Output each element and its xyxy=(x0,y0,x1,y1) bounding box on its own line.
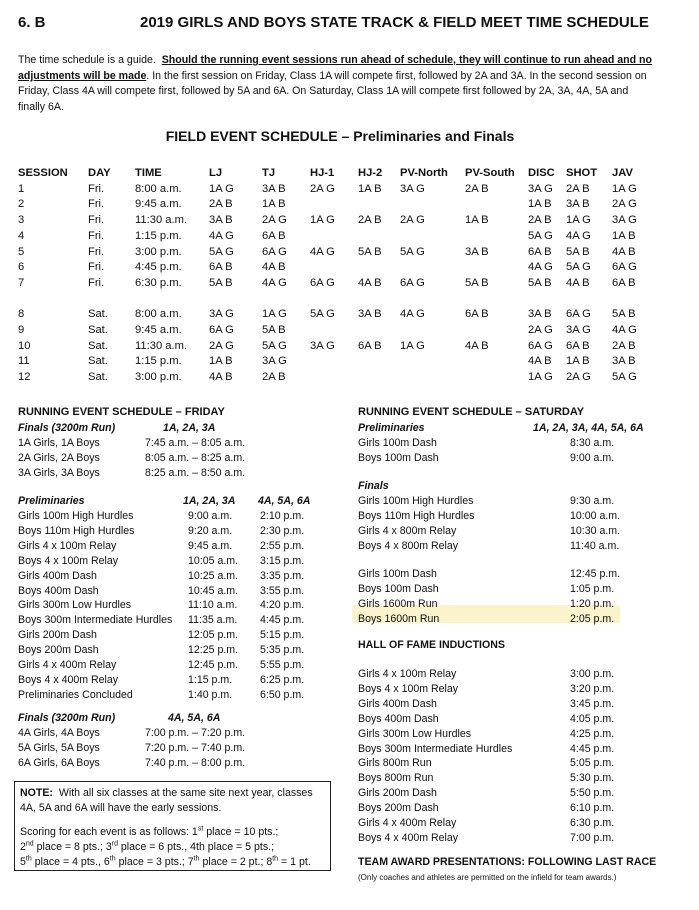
friday-finals2-event: 4A Girls, 4A Boys xyxy=(18,727,100,739)
field-cell: 6A G xyxy=(612,261,637,274)
friday-prelim-time: 2:10 p.m. xyxy=(260,510,305,522)
field-cell: 6A B xyxy=(358,339,382,352)
field-table-row xyxy=(0,307,680,323)
field-cell: Fri. xyxy=(88,245,105,258)
field-cell: 3A B xyxy=(209,214,233,227)
saturday-final-time: 7:00 p.m. xyxy=(570,831,615,844)
field-cell: 1A G xyxy=(262,308,287,321)
page-title: 2019 GIRLS AND BOYS STATE TRACK & FIELD MEET TIME SCHEDULE xyxy=(140,14,649,31)
field-cell: 8:00 a.m. xyxy=(135,308,182,321)
friday-prelim-time: 12:25 p.m. xyxy=(188,644,239,657)
field-cell: 1A G xyxy=(400,339,425,352)
friday-prelim-event: Boys 300m Intermediate Hurdles xyxy=(18,614,173,627)
field-cell: Sat. xyxy=(88,308,108,321)
field-cell: 9:45 a.m. xyxy=(135,324,182,336)
field-cell: 5A B xyxy=(358,245,382,258)
saturday-final-event: Girls 1600m Run xyxy=(358,597,438,610)
field-cell: Fri. xyxy=(88,182,105,195)
saturday-final-event: Girls 4 x 800m Relay xyxy=(358,524,457,537)
field-cell: 6A B xyxy=(528,245,552,258)
field-cell: 3 xyxy=(18,214,25,227)
saturday-final-event: Girls 4 x 100m Relay xyxy=(358,668,457,680)
field-cell: 5A B xyxy=(262,324,286,336)
field-cell: 5A G xyxy=(310,308,335,321)
friday-finals1-time: 8:05 a.m. – 8:25 a.m. xyxy=(145,451,246,464)
field-cell: 4A B xyxy=(358,276,382,289)
friday-finals1-event: 3A Girls, 3A Boys xyxy=(18,466,100,479)
saturday-final-time: 12:45 p.m. xyxy=(570,568,621,580)
field-cell: 3A B xyxy=(465,245,489,258)
saturday-final-time: 5:50 p.m. xyxy=(570,787,615,800)
friday-prelim-time: 6:25 p.m. xyxy=(260,673,305,686)
friday-finals1-event: 1A Girls, 1A Boys xyxy=(18,437,100,449)
friday-prelim-time: 11:35 a.m. xyxy=(188,614,238,627)
friday-prelim-time: 6:50 p.m. xyxy=(260,688,305,701)
saturday-prelim-event: Boys 100m Dash xyxy=(358,451,439,464)
friday-prelim-time: 10:05 a.m. xyxy=(188,554,239,567)
saturday-title: RUNNING EVENT SCHEDULE – SATURDAY xyxy=(358,406,585,418)
field-cell: 2A G xyxy=(612,198,637,211)
field-cell: 5A B xyxy=(566,245,590,258)
friday-finals1-time: 8:25 a.m. – 8:50 a.m. xyxy=(145,466,246,479)
field-cell: 5A B xyxy=(209,276,233,289)
saturday-final-time: 4:45 p.m. xyxy=(570,742,615,755)
saturday-final-time: 4:05 p.m. xyxy=(570,712,615,725)
friday-finals1-classes: 1A, 2A, 3A xyxy=(163,422,216,434)
saturday-prelim-event: Girls 100m Dash xyxy=(358,437,437,449)
field-header-cell: JAV xyxy=(612,167,633,179)
field-cell: 5A B xyxy=(528,276,552,289)
field-cell: 2A G xyxy=(310,182,335,195)
friday-prelim-time: 12:45 p.m. xyxy=(188,659,239,671)
field-cell: 5A B xyxy=(465,276,489,289)
note-label: NOTE: xyxy=(20,787,53,799)
field-table-row xyxy=(0,229,680,245)
friday-prelim-time: 5:55 p.m. xyxy=(260,659,305,671)
field-cell: 1A B xyxy=(528,198,552,211)
saturday-final-time: 10:00 a.m. xyxy=(570,509,621,522)
field-cell: 7 xyxy=(18,276,25,289)
friday-prelims-col1: 1A, 2A, 3A xyxy=(183,495,236,507)
field-cell: 4A B xyxy=(612,245,636,258)
friday-prelim-event: Preliminaries Concluded xyxy=(18,688,133,701)
saturday-final-time: 6:10 p.m. xyxy=(570,802,615,815)
field-cell: 2 xyxy=(18,198,25,211)
friday-prelim-time: 9:20 a.m. xyxy=(188,524,233,537)
friday-prelim-time: 5:15 p.m. xyxy=(260,629,305,642)
saturday-final-time: 1:05 p.m. xyxy=(570,582,615,595)
saturday-final-time: 3:45 p.m. xyxy=(570,697,615,710)
saturday-prelims-label: Preliminaries xyxy=(358,422,425,434)
field-table-row xyxy=(0,213,680,229)
saturday-final-time: 5:05 p.m. xyxy=(570,757,615,770)
scoring-line-1: Scoring for each event is as follows: 1st place = 10 pts.; xyxy=(20,825,279,838)
saturday-final-event: Boys 300m Intermediate Hurdles xyxy=(358,742,513,755)
field-cell: 3A B xyxy=(612,355,636,368)
field-cell: 4A G xyxy=(612,324,637,336)
field-table-row xyxy=(0,260,680,276)
field-table-row xyxy=(0,197,680,213)
friday-prelim-event: Boys 4 x 400m Relay xyxy=(18,673,119,686)
saturday-final-event: Boys 400m Dash xyxy=(358,712,439,725)
field-cell: 3A B xyxy=(566,198,590,211)
friday-prelim-time: 10:45 a.m. xyxy=(188,584,239,597)
field-cell: 4A B xyxy=(209,371,233,384)
field-header-cell: DAY xyxy=(88,167,111,179)
field-cell: 4A G xyxy=(566,229,591,242)
field-cell: 5A G xyxy=(612,371,637,384)
field-cell: 2A B xyxy=(612,339,636,352)
field-cell: 6A G xyxy=(209,324,234,336)
field-cell: 8 xyxy=(18,308,25,321)
friday-prelim-time: 5:35 p.m. xyxy=(260,644,305,657)
field-cell: 2A G xyxy=(566,371,591,384)
field-cell: 6A G xyxy=(566,308,591,321)
friday-prelim-time: 9:45 a.m. xyxy=(188,539,233,552)
field-cell: 4A B xyxy=(566,276,590,289)
field-cell: 6A B xyxy=(209,261,233,274)
friday-prelim-time: 2:55 p.m. xyxy=(260,539,305,552)
field-cell: 6 xyxy=(18,261,25,274)
field-cell: 6A G xyxy=(400,276,425,289)
field-cell: 1A B xyxy=(262,198,286,211)
field-cell: 1A G xyxy=(566,214,591,227)
field-cell: 3A B xyxy=(262,182,286,195)
scoring-line-2: 2nd place = 8 pts.; 3rd place = 6 pts., 4th place = 5 pts.; xyxy=(20,840,275,853)
field-header-cell: HJ-1 xyxy=(310,167,335,179)
friday-prelim-event: Boys 400m Dash xyxy=(18,584,99,597)
friday-prelim-time: 12:05 p.m. xyxy=(188,629,239,642)
field-cell: 9 xyxy=(18,324,25,336)
friday-prelim-time: 3:55 p.m. xyxy=(260,584,305,597)
friday-prelim-time: 4:20 p.m. xyxy=(260,599,305,612)
team-award-heading: TEAM AWARD PRESENTATIONS: FOLLOWING LAST RACE xyxy=(358,856,657,868)
field-cell: Sat. xyxy=(88,339,108,352)
intro-text-1: The time schedule is a guide. xyxy=(18,54,156,66)
field-cell: 3A G xyxy=(310,339,335,352)
field-cell: 6A G xyxy=(310,276,335,289)
field-header-cell: SESSION xyxy=(18,167,68,179)
field-cell: 3A G xyxy=(612,214,637,227)
field-cell: 8:00 a.m. xyxy=(135,182,182,195)
page-number: 6. B xyxy=(18,14,46,31)
saturday-final-time: 9:30 a.m. xyxy=(570,495,615,507)
friday-finals2-event: 6A Girls, 6A Boys xyxy=(18,756,100,769)
field-cell: 5A G xyxy=(209,245,234,258)
field-cell: Sat. xyxy=(88,355,108,368)
saturday-finals-label: Finals xyxy=(358,480,389,492)
field-cell: 6A G xyxy=(528,339,553,352)
field-cell: 1A B xyxy=(612,229,636,242)
friday-finals2-time: 7:00 p.m. – 7:20 p.m. xyxy=(145,727,246,739)
friday-prelim-event: Boys 200m Dash xyxy=(18,644,99,657)
field-cell: 4A B xyxy=(528,355,552,368)
saturday-final-event: Girls 4 x 400m Relay xyxy=(358,817,457,829)
saturday-final-event: Boys 4 x 400m Relay xyxy=(358,831,459,844)
field-cell: 4A G xyxy=(262,276,287,289)
field-cell: 3A B xyxy=(358,308,382,321)
field-cell: 2A B xyxy=(528,214,552,227)
field-cell: 4A G xyxy=(400,308,425,321)
saturday-final-time: 1:20 p.m. xyxy=(570,597,615,610)
friday-prelim-time: 4:45 p.m. xyxy=(260,614,305,627)
field-header-cell: PV-South xyxy=(465,167,515,179)
friday-prelim-event: Boys 110m High Hurdles xyxy=(18,524,135,537)
field-cell: 1A B xyxy=(566,355,590,368)
field-cell: Sat. xyxy=(88,371,108,384)
field-cell: Fri. xyxy=(88,198,105,211)
friday-prelims-label: Preliminaries xyxy=(18,495,85,507)
field-header-cell: LJ xyxy=(209,167,223,179)
field-header-cell: HJ-2 xyxy=(358,167,383,179)
field-cell: 2A B xyxy=(465,182,489,195)
field-cell: 6A B xyxy=(262,229,286,242)
friday-prelim-event: Girls 4 x 100m Relay xyxy=(18,539,117,552)
friday-prelim-time: 1:40 p.m. xyxy=(188,688,233,701)
field-cell: Sat. xyxy=(88,324,108,336)
field-cell: 1A G xyxy=(209,182,234,195)
field-cell: 1A B xyxy=(358,182,382,195)
friday-prelim-event: Girls 300m Low Hurdles xyxy=(18,599,132,612)
field-cell: Fri. xyxy=(88,261,105,274)
friday-finals1-time: 7:45 a.m. – 8:05 a.m. xyxy=(145,437,246,449)
field-cell: 1A G xyxy=(528,371,553,384)
friday-prelim-event: Girls 4 x 400m Relay xyxy=(18,659,117,671)
field-table-row xyxy=(0,276,680,292)
field-cell: 4A G xyxy=(209,229,234,242)
friday-prelim-event: Girls 400m Dash xyxy=(18,569,97,582)
field-cell: 3A G xyxy=(262,355,287,368)
note-text-1: With all six classes at the same site next year, classes xyxy=(58,787,313,799)
friday-prelim-time: 2:30 p.m. xyxy=(260,524,305,537)
friday-title: RUNNING EVENT SCHEDULE – FRIDAY xyxy=(18,406,225,418)
field-cell: 12 xyxy=(18,371,31,384)
field-cell: 11:30 a.m. xyxy=(135,339,188,352)
field-cell: 1A G xyxy=(310,214,335,227)
friday-prelim-event: Girls 200m Dash xyxy=(18,629,97,642)
field-cell: 4:45 p.m. xyxy=(135,261,182,274)
friday-prelim-time: 3:15 p.m. xyxy=(260,554,305,567)
field-cell: 4A B xyxy=(262,261,286,274)
field-cell: 2A B xyxy=(358,214,382,227)
saturday-final-time: 5:30 p.m. xyxy=(570,772,615,785)
field-cell: 4A G xyxy=(528,261,553,274)
field-cell: 2A B xyxy=(566,182,590,195)
field-cell: 2A B xyxy=(262,371,286,384)
saturday-final-event: Boys 4 x 800m Relay xyxy=(358,539,459,552)
field-cell: 1:15 p.m. xyxy=(135,229,182,242)
friday-finals2-classes: 4A, 5A, 6A xyxy=(168,712,221,724)
field-cell: 2A G xyxy=(528,324,553,336)
saturday-final-event: Boys 100m Dash xyxy=(358,582,439,595)
team-award-note: (Only coaches and athletes are permitted on the infield for team awards.) xyxy=(358,873,617,882)
saturday-final-event: Girls 800m Run xyxy=(358,757,432,770)
friday-prelim-time: 10:25 a.m. xyxy=(188,569,239,582)
friday-finals1-label: Finals (3200m Run) xyxy=(18,422,116,434)
field-table-row xyxy=(0,339,680,355)
saturday-final-time: 2:05 p.m. xyxy=(570,612,615,625)
note-text-2: 4A, 5A and 6A will have the early sessions. xyxy=(20,802,222,814)
friday-prelim-event: Girls 100m High Hurdles xyxy=(18,510,134,522)
field-cell: 1A B xyxy=(465,214,489,227)
saturday-final-time: 3:20 p.m. xyxy=(570,682,615,695)
field-event-title: FIELD EVENT SCHEDULE – Preliminaries and Finals xyxy=(165,128,515,144)
field-cell: 3:00 p.m. xyxy=(135,371,182,384)
field-cell: 3A G xyxy=(400,182,425,195)
friday-finals2-time: 7:20 p.m. – 7:40 p.m. xyxy=(145,741,246,754)
saturday-final-time: 11:40 a.m. xyxy=(570,539,620,552)
field-cell: Fri. xyxy=(88,276,105,289)
field-cell: 3A B xyxy=(528,308,552,321)
field-cell: 3A G xyxy=(528,182,553,195)
field-cell: 5A G xyxy=(400,245,425,258)
friday-prelim-event: Boys 4 x 100m Relay xyxy=(18,554,119,567)
saturday-final-event: Boys 4 x 100m Relay xyxy=(358,682,459,695)
friday-prelims-col2: 4A, 5A, 6A xyxy=(258,495,311,507)
field-cell: 10 xyxy=(18,339,31,352)
friday-prelim-time: 1:15 p.m. xyxy=(188,673,233,686)
saturday-prelim-time: 8:30 a.m. xyxy=(570,437,615,449)
field-cell: 3A G xyxy=(209,308,234,321)
intro-text-2: . In the first session on Friday, Class 1A will compete first, followed by 2A and 3A. In the second session on Friday, Class 4A will compete first, followed by 5A and 6A. On Saturday, Class 1A will compete first followed by 2A, 3A, 4A, 5A and finally 6A. xyxy=(18,69,647,113)
field-cell: 5A G xyxy=(262,339,287,352)
field-cell: 3:00 p.m. xyxy=(135,245,182,258)
field-header-cell: SHOT xyxy=(566,167,598,179)
saturday-final-event: Boys 110m High Hurdles xyxy=(358,509,475,522)
intro-paragraph xyxy=(18,53,658,115)
field-cell: 5A B xyxy=(612,308,636,321)
field-cell: 5A G xyxy=(528,229,553,242)
field-cell: 1:15 p.m. xyxy=(135,355,182,368)
saturday-final-event: Girls 100m High Hurdles xyxy=(358,495,474,507)
field-cell: 1A G xyxy=(612,182,637,195)
field-cell: 9:45 a.m. xyxy=(135,198,182,211)
field-cell: 2A B xyxy=(209,198,233,211)
field-cell: Fri. xyxy=(88,214,105,227)
field-table-row xyxy=(0,245,680,261)
field-cell: 1A B xyxy=(209,355,233,368)
field-header-cell: TIME xyxy=(135,167,162,179)
saturday-final-event: Boys 800m Run xyxy=(358,772,434,785)
field-table-row xyxy=(0,323,680,339)
field-cell: 4A G xyxy=(310,245,335,258)
field-table-row xyxy=(0,354,680,370)
field-cell: 2A G xyxy=(262,214,287,227)
friday-prelim-time: 9:00 a.m. xyxy=(188,510,233,522)
field-cell: 3A G xyxy=(566,324,591,336)
field-cell: 4A B xyxy=(465,339,489,352)
saturday-final-time: 10:30 a.m. xyxy=(570,524,621,537)
field-event-table xyxy=(0,166,680,396)
saturday-final-event: Boys 200m Dash xyxy=(358,802,439,815)
field-cell: 5A G xyxy=(566,261,591,274)
friday-prelim-time: 3:35 p.m. xyxy=(260,569,305,582)
saturday-final-event: Girls 100m Dash xyxy=(358,568,437,580)
saturday-prelim-time: 9:00 a.m. xyxy=(570,451,615,464)
saturday-final-event: Girls 300m Low Hurdles xyxy=(358,727,472,740)
field-cell: 6A B xyxy=(465,308,489,321)
field-header-cell: DISC xyxy=(528,167,555,179)
field-cell: Fri. xyxy=(88,229,105,242)
field-cell: 5 xyxy=(18,245,25,258)
field-cell: 6A B xyxy=(566,339,590,352)
field-cell: 11:30 a.m. xyxy=(135,214,188,227)
saturday-final-event: Boys 1600m Run xyxy=(358,612,440,625)
field-cell: 4 xyxy=(18,229,25,242)
saturday-final-event: Girls 400m Dash xyxy=(358,697,437,710)
field-cell: 2A G xyxy=(209,339,234,352)
field-header-cell: PV-North xyxy=(400,167,448,179)
field-table-row xyxy=(0,182,680,198)
friday-finals2-event: 5A Girls, 5A Boys xyxy=(18,741,100,754)
friday-finals1-event: 2A Girls, 2A Boys xyxy=(18,451,100,464)
field-cell: 11 xyxy=(18,355,30,368)
friday-prelim-time: 11:10 a.m. xyxy=(188,599,238,612)
friday-finals2-label: Finals (3200m Run) xyxy=(18,712,116,724)
intro-bold-text: Should the running event sessions run ahead of schedule, they will continue to run ahead and no adjustments will be made xyxy=(18,54,653,82)
field-cell: 6A B xyxy=(612,276,636,289)
friday-finals2-time: 7:40 p.m. – 8:00 p.m. xyxy=(145,756,246,769)
field-cell: 1 xyxy=(18,182,25,195)
field-table-header xyxy=(0,166,680,182)
field-cell: 6:30 p.m. xyxy=(135,276,182,289)
saturday-prelims-classes: 1A, 2A, 3A, 4A, 5A, 6A xyxy=(533,422,644,434)
field-header-cell: TJ xyxy=(262,167,276,179)
hall-of-fame-heading: HALL OF FAME INDUCTIONS xyxy=(358,639,505,651)
saturday-final-time: 4:25 p.m. xyxy=(570,727,615,740)
field-cell: 6A G xyxy=(262,245,287,258)
saturday-final-time: 3:00 p.m. xyxy=(570,668,615,680)
saturday-final-event: Girls 200m Dash xyxy=(358,787,437,800)
saturday-final-time: 6:30 p.m. xyxy=(570,817,615,829)
field-table-row xyxy=(0,370,680,386)
field-cell: 2A G xyxy=(400,214,425,227)
scoring-line-3: 5th place = 4 pts., 6th place = 3 pts.; 7th place = 2 pt.; 8th = 1 pt. xyxy=(20,855,311,868)
